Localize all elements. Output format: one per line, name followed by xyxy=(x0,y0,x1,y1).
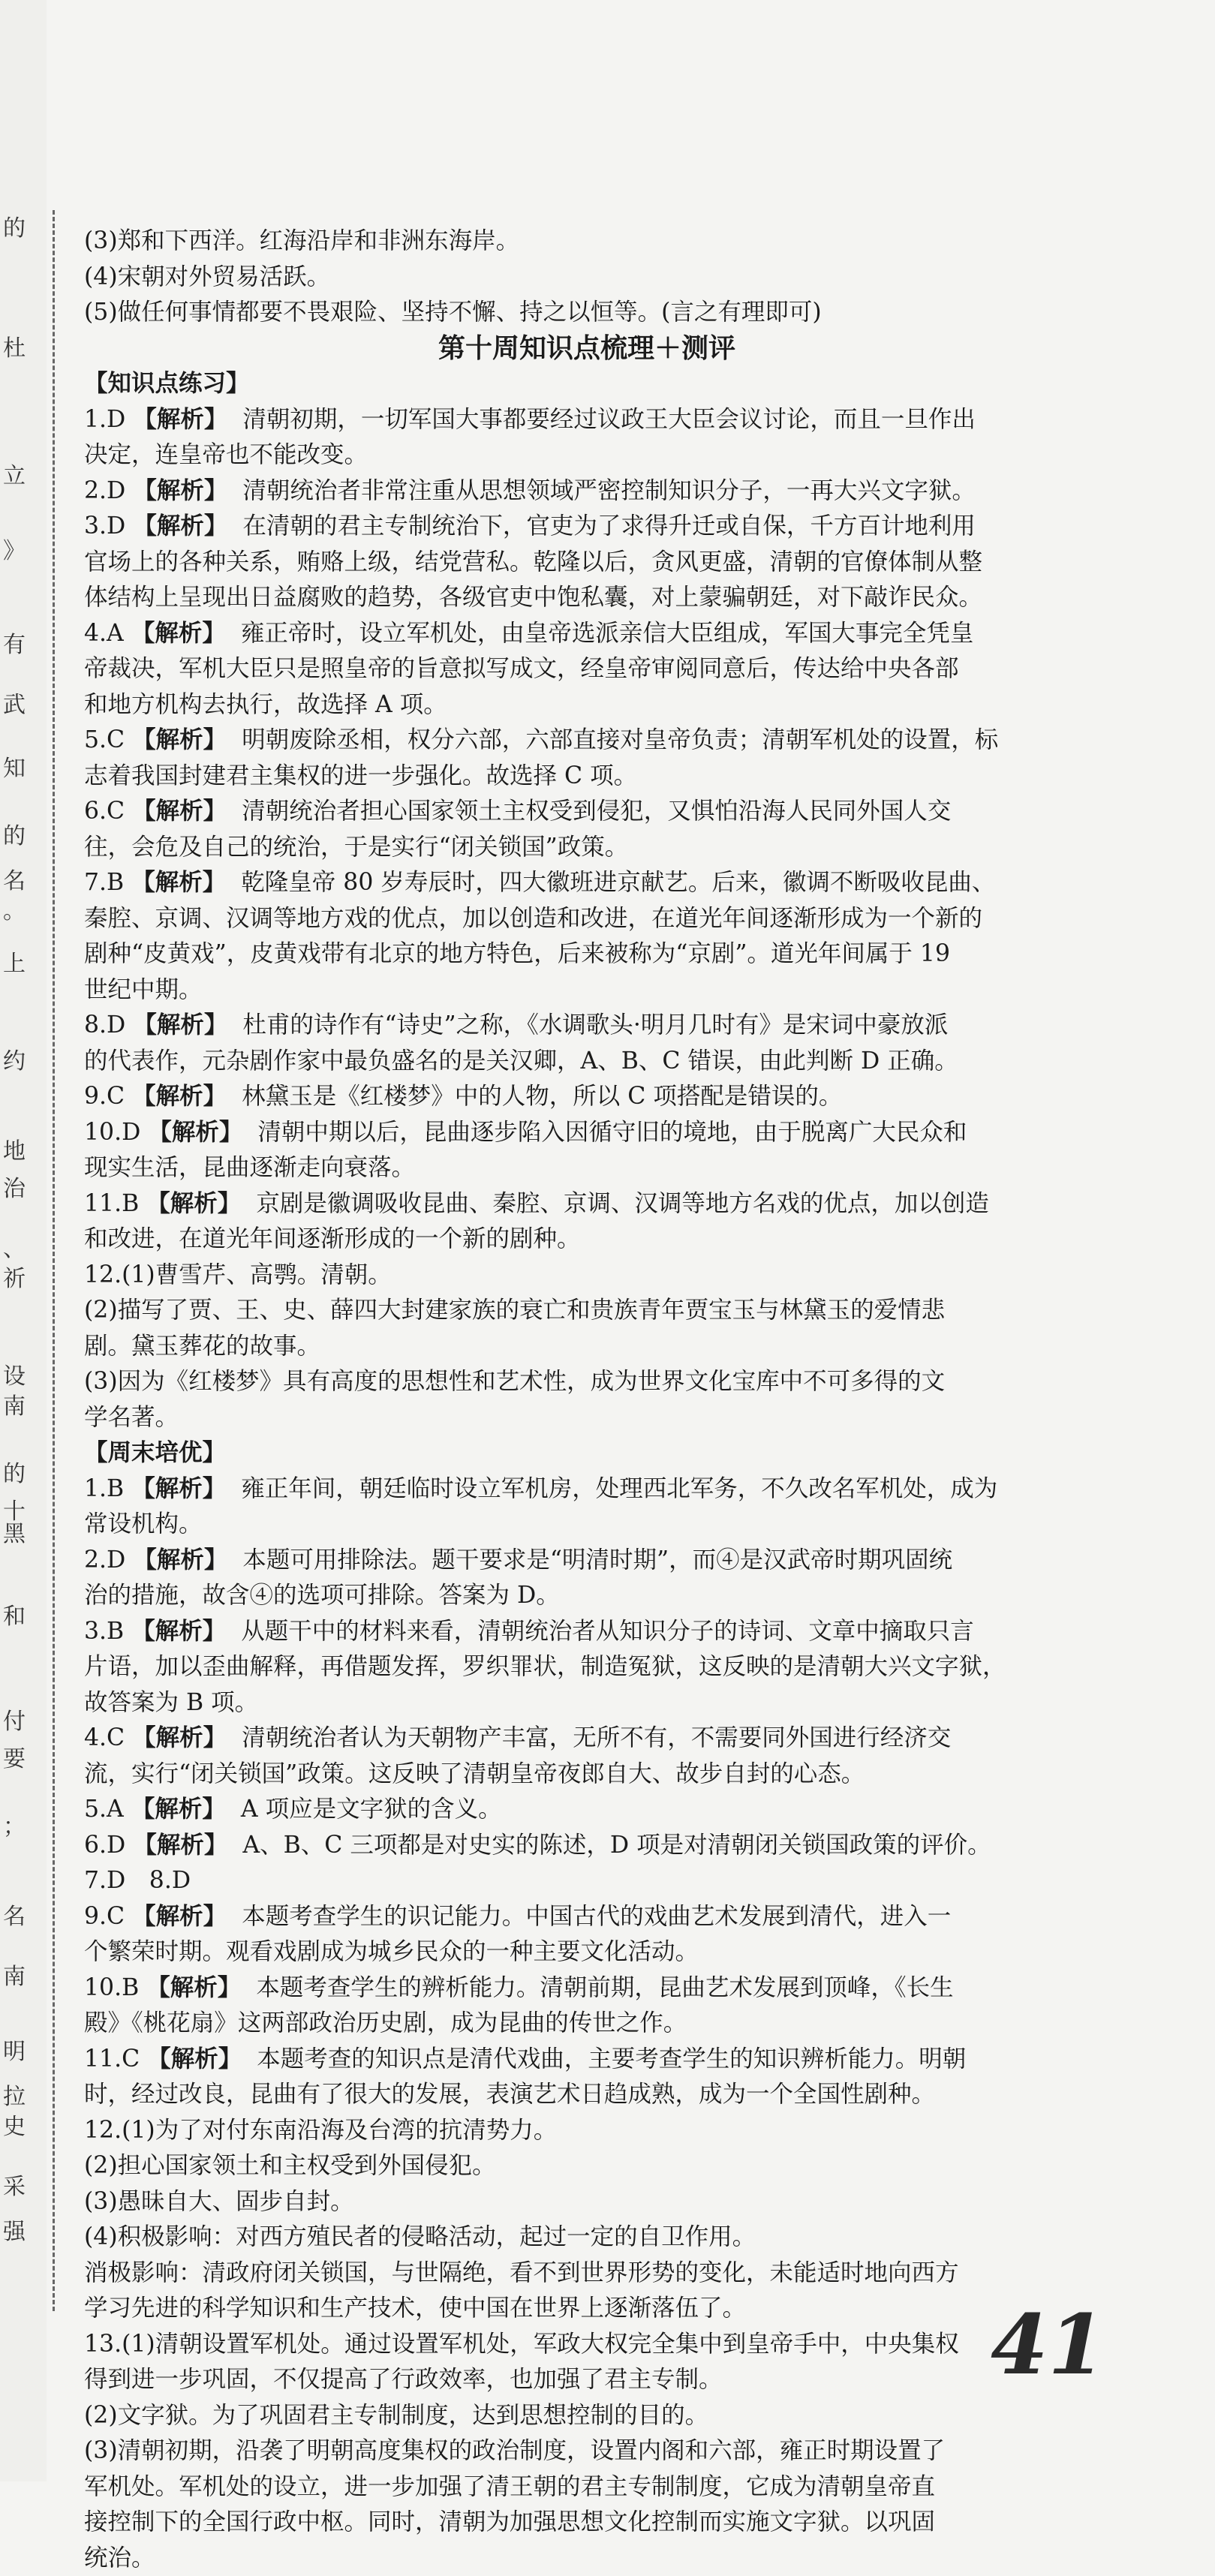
answer-text: 京剧是徽调吸收昆曲、秦腔、京调、汉调等地方名戏的优点，加以创造 xyxy=(256,1190,989,1217)
margin-char: 祈 xyxy=(3,1268,26,1291)
margin-char: 武 xyxy=(3,694,26,717)
analysis-tag: 【解析】 xyxy=(133,1832,227,1859)
margin-char: 约 xyxy=(3,1051,26,1073)
margin-char: 史 xyxy=(3,2116,26,2139)
text-line: 7.D 8.D xyxy=(84,1863,1090,1899)
margin-char: 南 xyxy=(3,1396,26,1418)
answer-line xyxy=(84,473,1090,509)
text-line: 的代表作，元杂剧作家中最负盛名的是关汉卿，A、B、C 错误，由此判断 D 正确。 xyxy=(84,1044,1090,1080)
answer-text: 清朝中期以后，昆曲逐步陷入因循守旧的境地，由于脱离广大民众和 xyxy=(257,1119,967,1146)
text-line: 世纪中期。 xyxy=(84,972,1090,1008)
text-line: (4)宋朝对外贸易活跃。 xyxy=(84,260,1090,296)
answer-text: 本题可用排除法。题干要求是“明清时期”，而④是汉武帝时期巩固统 xyxy=(242,1547,952,1574)
analysis-tag: 【解析】 xyxy=(133,1547,227,1574)
margin-char: 强 xyxy=(3,2221,26,2244)
text-line: (2)描写了贾、王、史、薛四大封建家族的衰亡和贵族青年贾宝玉与林黛玉的爱情悲 xyxy=(84,1293,1090,1329)
analysis-tag: 【解析】 xyxy=(131,1796,226,1823)
answer-number: 1.B xyxy=(84,1475,124,1502)
answer-text: 清朝初期，一切军国大事都要经过议政王大臣会议讨论，而且一旦作出 xyxy=(242,406,976,433)
answer-number: 3.B xyxy=(84,1618,124,1645)
answer-text: 清朝统治者认为天朝物产丰富，无所不有，不需要同外国进行经济交 xyxy=(242,1724,951,1751)
section-heading: 【知识点练习】 xyxy=(84,366,1090,402)
answer-number: 4.A xyxy=(84,620,124,647)
text-line: (2)担心国家领土和主权受到外国侵犯。 xyxy=(84,2148,1090,2184)
text-line: 剧种“皮黄戏”，皮黄戏带有北京的地方特色，后来被称为“京剧”。道光年间属于 19 xyxy=(84,936,1090,972)
analysis-tag: 【解析】 xyxy=(133,477,227,504)
answer-text: 本题考查学生的辨析能力。清朝前期，昆曲艺术发展到顶峰，《长生 xyxy=(256,1974,953,2001)
text-line: (2)文字狱。为了巩固君主专制制度，达到思想控制的目的。 xyxy=(84,2398,1090,2434)
section-heading: 【周末培优】 xyxy=(84,1435,1090,1471)
margin-char: 南 xyxy=(3,1966,26,1988)
analysis-tag: 【解析】 xyxy=(148,1119,242,1146)
analysis-tag: 【解析】 xyxy=(132,726,227,753)
answer-line xyxy=(84,1186,1090,1222)
text-line: 剧。黛玉葬花的故事。 xyxy=(84,1329,1090,1365)
margin-char: 和 xyxy=(3,1606,26,1628)
analysis-tag: 【解析】 xyxy=(133,406,227,433)
answer-number: 11.C xyxy=(84,2045,140,2073)
answer-text: A、B、C 三项都是对史实的陈述，D 项是对清朝闭关锁国政策的评价。 xyxy=(242,1832,991,1859)
text-line: 流，实行“闭关锁国”政策。这反映了清朝皇帝夜郎自大、故步自封的心态。 xyxy=(84,1757,1090,1793)
margin-char: 有 xyxy=(3,634,26,657)
answer-text: 林黛玉是《红楼梦》中的人物，所以 C 项搭配是错误的。 xyxy=(242,1083,842,1110)
answer-text: 雍正年间，朝廷临时设立军机房，处理西北军务，不久改名军机处，成为 xyxy=(241,1475,997,1502)
text-line: 军机处。军机处的设立，进一步加强了清王朝的君主专制制度，它成为清朝皇帝直 xyxy=(84,2469,1090,2505)
answer-text: 杜甫的诗作有“诗史”之称，《水调歌头·明月几时有》是宋词中豪放派 xyxy=(242,1011,948,1039)
text-line: 治的措施，故含④的选项可排除。答案为 D。 xyxy=(84,1578,1090,1614)
answer-line xyxy=(84,1471,1090,1507)
text-line: 个繁荣时期。观看戏剧成为城乡民众的一种主要文化活动。 xyxy=(84,1934,1090,1970)
answer-line xyxy=(84,1008,1090,1044)
answer-text: 明朝废除丞相，权分六部，六部直接对皇帝负责；清朝军机处的设置，标 xyxy=(242,726,998,753)
answer-text: 本题考查的知识点是清代戏曲，主要考查学生的知识辨析能力。明朝 xyxy=(257,2045,966,2073)
page-number: 41 xyxy=(991,2296,1105,2393)
margin-char: 采 xyxy=(3,2176,26,2199)
answer-number: 5.C xyxy=(84,726,125,753)
section-title: 第十周知识点梳理＋测评 xyxy=(84,331,1090,367)
text-line: 官场上的各种关系，贿赂上级，结党营私。乾隆以后，贪风更盛，清朝的官僚体制从整 xyxy=(84,545,1090,581)
text-line: 决定，连皇帝也不能改变。 xyxy=(84,437,1090,473)
text-line: 学名著。 xyxy=(84,1400,1090,1436)
answer-line xyxy=(84,2042,1090,2078)
margin-char: 名 xyxy=(3,870,26,893)
text-line: 12.(1)为了对付东南沿海及台湾的抗清势力。 xyxy=(84,2113,1090,2149)
answer-line xyxy=(84,1828,1090,1864)
text-line: 现实生活，昆曲逐渐走向衰落。 xyxy=(84,1150,1090,1186)
margin-char: 的 xyxy=(3,1463,26,1486)
text-line: 得到进一步巩固，不仅提高了行政效率，也加强了君主专制。 xyxy=(84,2362,1090,2398)
analysis-tag: 【解析】 xyxy=(133,512,227,540)
text-line: (3)愚昧自大、固步自封。 xyxy=(84,2184,1090,2220)
analysis-tag: 【解析】 xyxy=(132,1724,227,1751)
analysis-tag: 【解析】 xyxy=(146,1974,241,2001)
text-line: 统治。 xyxy=(84,2541,1090,2576)
answer-text: 清朝统治者非常注重从思想领域严密控制知识分子，一再大兴文字狱。 xyxy=(242,477,976,504)
answer-number: 6.D xyxy=(84,1832,125,1859)
answer-line xyxy=(84,794,1090,830)
text-line: 秦腔、京调、汉调等地方戏的优点，加以创造和改进，在道光年间逐渐形成为一个新的 xyxy=(84,901,1090,937)
answer-text: A 项应是文字狱的含义。 xyxy=(241,1796,502,1823)
margin-char: 上 xyxy=(3,953,26,975)
answer-number: 7.B xyxy=(84,869,124,896)
text-line: 12.(1)曹雪芹、高鹗。清朝。 xyxy=(84,1258,1090,1294)
margin-char: 黑 xyxy=(3,1523,26,1546)
text-line: 志着我国封建君主集权的进一步强化。故选择 C 项。 xyxy=(84,759,1090,795)
answer-number: 6.C xyxy=(84,798,125,825)
margin-char: 付 xyxy=(3,1711,26,1733)
answer-text: 清朝统治者担心国家领土主权受到侵犯，又惧怕沿海人民同外国人交 xyxy=(242,798,951,825)
answer-line xyxy=(84,1721,1090,1757)
answer-line xyxy=(84,1543,1090,1579)
answer-number: 9.C xyxy=(84,1083,125,1110)
answer-number: 11.B xyxy=(84,1190,139,1217)
text-line: 接控制下的全国行政中枢。同时，清朝为加强思想文化控制而实施文字狱。以巩固 xyxy=(84,2505,1090,2541)
margin-char: 要 xyxy=(3,1748,26,1771)
margin-char: 》 xyxy=(3,540,26,563)
text-line: 往，会危及自己的统治，于是实行“闭关锁国”政策。 xyxy=(84,830,1090,866)
analysis-tag: 【解析】 xyxy=(131,869,226,896)
answer-line xyxy=(84,1614,1090,1650)
text-line: 帝裁决，军机大臣只是照皇帝的旨意拟写成文，经皇帝审阅同意后，传达给中央各部 xyxy=(84,651,1090,687)
analysis-tag: 【解析】 xyxy=(132,1903,227,1930)
analysis-tag: 【解析】 xyxy=(133,1011,227,1039)
answer-text: 本题考查学生的识记能力。中国古代的戏曲艺术发展到清代，进入一 xyxy=(242,1903,951,1930)
binding-dashed-line xyxy=(53,210,55,2311)
analysis-tag: 【解析】 xyxy=(131,1618,226,1645)
text-line: (3)清朝初期，沿袭了明朝高度集权的政治制度，设置内阁和六部，雍正时期设置了 xyxy=(84,2433,1090,2469)
answer-line xyxy=(84,1115,1090,1151)
text-line: 和改进，在道光年间逐渐形成的一个新的剧种。 xyxy=(84,1222,1090,1258)
analysis-tag: 【解析】 xyxy=(147,2045,242,2073)
text-line: 学习先进的科学知识和生产技术，使中国在世界上逐渐落伍了。 xyxy=(84,2291,1090,2327)
analysis-tag: 【解析】 xyxy=(131,620,226,647)
answer-number: 10.B xyxy=(84,1974,139,2001)
analysis-tag: 【解析】 xyxy=(132,1083,227,1110)
answer-number: 10.D xyxy=(84,1119,140,1146)
margin-char: 、 xyxy=(3,1238,26,1261)
answer-number: 9.C xyxy=(84,1903,125,1930)
margin-char: 明 xyxy=(3,2041,26,2064)
margin-char: 十 xyxy=(3,1501,26,1523)
answer-number: 2.D xyxy=(84,1547,125,1574)
answer-text: 在清朝的君主专制统治下，官吏为了求得升迁或自保，千方百计地利用 xyxy=(242,512,976,540)
margin-char: 立 xyxy=(3,465,26,488)
margin-char: 知 xyxy=(3,758,26,780)
margin-char: 地 xyxy=(3,1141,26,1163)
text-line: (4)积极影响：对西方殖民者的侵略活动，起过一定的自卫作用。 xyxy=(84,2220,1090,2256)
answer-text: 雍正帝时，设立军机处，由皇帝选派亲信大臣组成，军国大事完全凭皇 xyxy=(241,620,974,647)
answer-line xyxy=(84,1899,1090,1935)
text-line: 消极影响：清政府闭关锁国，与世隔绝，看不到世界形势的变化，未能适时地向西方 xyxy=(84,2256,1090,2292)
margin-char: 的 xyxy=(3,825,26,848)
text-line: 13.(1)清朝设置军机处。通过设置军机处，军政大权完全集中到皇帝手中，中央集权 xyxy=(84,2327,1090,2363)
text-line: 体结构上呈现出日益腐败的趋势，各级官吏中饱私囊，对上蒙骗朝廷，对下敲诈民众。 xyxy=(84,580,1090,616)
margin-char: 。 xyxy=(3,900,26,923)
answer-number: 8.D xyxy=(84,1011,125,1039)
answer-number: 4.C xyxy=(84,1724,125,1751)
text-line: (3)因为《红楼梦》具有高度的思想性和艺术性，成为世界文化宝库中不可多得的文 xyxy=(84,1364,1090,1400)
answer-text: 从题干中的材料来看，清朝统治者从知识分子的诗词、文章中摘取只言 xyxy=(241,1618,974,1645)
text-line: (5)做任何事情都要不畏艰险、坚持不懈、持之以恒等。(言之有理即可) xyxy=(84,295,1090,331)
answer-number: 1.D xyxy=(84,406,125,433)
margin-char: 设 xyxy=(3,1366,26,1388)
answer-line xyxy=(84,402,1090,438)
margin-char: 杜 xyxy=(3,338,26,360)
text-line: (3)郑和下西洋。红海沿岸和非洲东海岸。 xyxy=(84,224,1090,260)
answer-number: 2.D xyxy=(84,477,125,504)
answer-content xyxy=(84,224,1090,2576)
answer-line xyxy=(84,509,1090,545)
answer-number: 3.D xyxy=(84,512,125,540)
answer-line xyxy=(84,1970,1090,2006)
margin-char: ； xyxy=(3,1816,26,1838)
answer-line xyxy=(84,1792,1090,1828)
text-line: 常设机构。 xyxy=(84,1507,1090,1543)
answer-text: 乾隆皇帝 80 岁寿辰时，四大徽班进京献艺。后来，徽调不断吸收昆曲、 xyxy=(241,869,995,896)
answer-number: 5.A xyxy=(84,1796,124,1823)
answer-line xyxy=(84,616,1090,652)
text-line: 时，经过改良，昆曲有了很大的发展，表演艺术日趋成熟，成为一个全国性剧种。 xyxy=(84,2077,1090,2113)
text-line: 殿》《桃花扇》这两部政治历史剧，成为昆曲的传世之作。 xyxy=(84,2006,1090,2042)
text-line: 片语，加以歪曲解释，再借题发挥，罗织罪状，制造冤狱，这反映的是清朝大兴文字狱， xyxy=(84,1649,1090,1685)
margin-char: 名 xyxy=(3,1906,26,1928)
answer-line xyxy=(84,865,1090,901)
margin-char: 拉 xyxy=(3,2086,26,2109)
analysis-tag: 【解析】 xyxy=(132,798,227,825)
margin-char: 的 xyxy=(3,218,26,240)
margin-char: 治 xyxy=(3,1178,26,1201)
text-line: 和地方机构去执行，故选择 A 项。 xyxy=(84,687,1090,723)
analysis-tag: 【解析】 xyxy=(131,1475,226,1502)
text-line: 故答案为 B 项。 xyxy=(84,1685,1090,1721)
analysis-tag: 【解析】 xyxy=(146,1190,241,1217)
answer-line xyxy=(84,1079,1090,1115)
answer-line xyxy=(84,723,1090,759)
